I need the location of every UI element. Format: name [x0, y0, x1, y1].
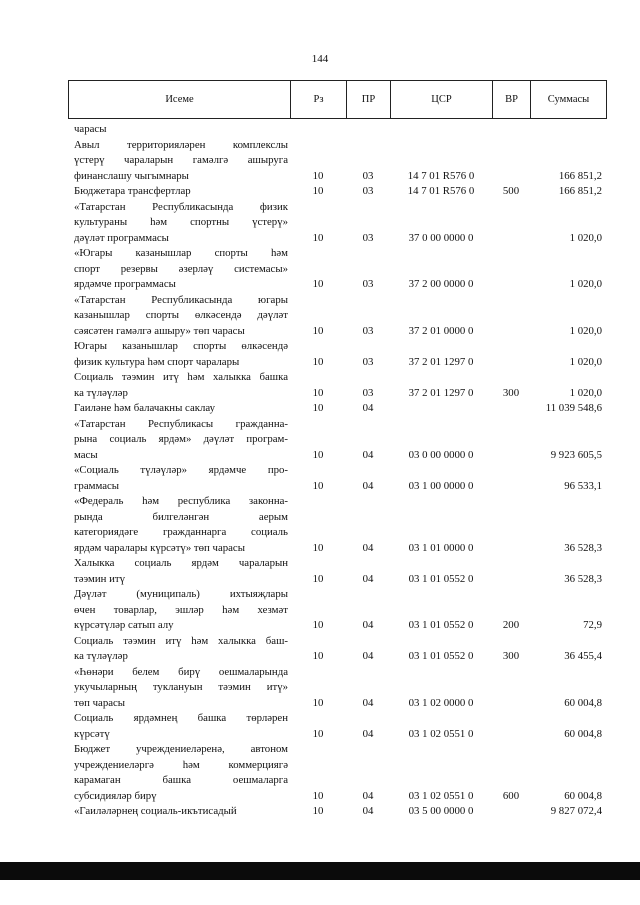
- row-name-line: рына социаль ярдәм» дәүләт програм-: [74, 433, 288, 445]
- row-vr: [492, 556, 530, 587]
- row-vr: 600: [502, 789, 520, 802]
- row-name: [68, 634, 290, 665]
- row-name-line: Бюджет учреждениеләренә, автоном: [74, 743, 288, 755]
- row-sum: 60 004,8: [564, 789, 602, 802]
- table-row: [68, 556, 606, 587]
- row-vr: [492, 804, 530, 820]
- row-name-line: тәэмин итү: [74, 572, 126, 585]
- row-name-line: «Татарстан Республикасында югары: [74, 293, 288, 306]
- row-sum: 36 455,4: [564, 650, 602, 662]
- row-name-line: Социаль тәэмин итү һәм халыкка баш-: [74, 634, 288, 647]
- row-pr: 04: [362, 696, 374, 709]
- row-name: [68, 556, 290, 587]
- row-name: [68, 184, 290, 200]
- row-name-line: «Гаиләләрнең социаль-икътисадый: [74, 805, 237, 817]
- table-header: [68, 80, 607, 119]
- row-name-line: Дәүләт (муниципаль) ихтыяҗлары: [74, 588, 288, 600]
- row-name-line: карамаган башка оешмаларга: [74, 774, 288, 786]
- row-csr: 03 1 02 0000 0: [408, 696, 474, 709]
- table-row: [68, 587, 606, 634]
- row-name: [68, 339, 290, 370]
- row-sum: 1 020,0: [569, 278, 602, 290]
- row-name-line: Югары казанышлар спорты өлкәсендә: [74, 340, 288, 352]
- row-csr: 37 0 00 0000 0: [408, 231, 474, 244]
- page-number: 144: [311, 53, 329, 65]
- row-name-line: сәясәтен гамәлгә ашыру» төп чарасы: [74, 324, 245, 337]
- row-name-line: күрсәтү: [74, 727, 110, 740]
- row-vr: [492, 138, 530, 185]
- row-vr: [492, 494, 530, 556]
- column-header-pr: ПР: [347, 81, 391, 119]
- table-row: [68, 401, 606, 417]
- row-pr: 03: [362, 231, 374, 244]
- row-csr: 03 1 00 0000 0: [408, 479, 474, 492]
- row-name-line: ярдәмче программасы: [74, 278, 176, 290]
- row-csr: 03 5 00 0000 0: [408, 805, 474, 817]
- row-vr: 200: [502, 619, 520, 631]
- row-pr: 03: [362, 386, 374, 399]
- row-vr: 500: [502, 185, 520, 197]
- row-name-line: спорт резервы әзерләү системасы»: [74, 262, 288, 275]
- row-name-line: Гаиләне һәм балачакны саклау: [74, 402, 216, 414]
- row-name-line: казанышлар спорты өлкәсендә дәүләт: [74, 309, 288, 321]
- row-sum: 96 533,1: [564, 479, 602, 492]
- row-rz: 10: [312, 479, 324, 492]
- row-name-line: ка түләүләр: [74, 650, 128, 662]
- row-pr: 03: [362, 324, 374, 337]
- table-row: [68, 711, 606, 742]
- row-sum: 166 851,2: [558, 185, 602, 197]
- row-name-line: үстерү чараларын гамәлгә ашыруга: [74, 154, 288, 166]
- row-name: [68, 138, 290, 185]
- row-rz: 10: [312, 324, 324, 337]
- table-row: [68, 742, 606, 804]
- row-name: [68, 587, 290, 634]
- column-header-rz: Рз: [291, 81, 347, 119]
- row-name-line: «Һөнәри белем бирү оешмаларында: [74, 665, 288, 678]
- row-csr: 03 1 01 0000 0: [408, 541, 474, 554]
- row-csr: 14 7 01 R576 0: [407, 185, 475, 197]
- row-name-line: «Татарстан Республикасы гражданна-: [74, 417, 288, 430]
- table-row: [68, 339, 606, 370]
- row-pr: 03: [362, 278, 374, 290]
- row-pr: 03: [362, 355, 374, 368]
- row-name-line: «Федераль һәм республика законна-: [74, 495, 288, 507]
- table-row: [68, 463, 606, 494]
- row-sum: 1 020,0: [569, 231, 602, 244]
- row-rz: 10: [312, 727, 324, 740]
- row-name: [68, 417, 290, 464]
- row-vr: [492, 122, 530, 138]
- row-sum: 60 004,8: [564, 727, 602, 740]
- row-rz: 10: [312, 185, 324, 197]
- row-csr: 37 2 01 1297 0: [408, 386, 474, 399]
- row-sum: 72,9: [583, 619, 602, 631]
- row-name-line: Бюджетара трансфертлар: [74, 185, 191, 197]
- row-rz: 10: [312, 448, 324, 461]
- row-sum: 36 528,3: [564, 572, 602, 585]
- row-name-line: ярдәм чаралары күрсәтү» төп чарасы: [74, 541, 245, 554]
- budget-table: [68, 122, 606, 820]
- table-row: [68, 293, 606, 340]
- row-csr: [390, 401, 492, 417]
- row-name-line: укучыларның туклануын тәэмин итү»: [74, 681, 288, 693]
- row-pr: 04: [362, 805, 374, 817]
- row-csr: 37 2 00 0000 0: [408, 278, 474, 290]
- row-pr: 04: [362, 402, 374, 414]
- row-name-line: Социаль ярдәмнең башка төрләрен: [74, 712, 288, 724]
- row-rz: 10: [312, 386, 324, 399]
- column-header-name: Исеме: [69, 81, 291, 119]
- row-name-line: рында билгеләнгән аерым: [74, 510, 288, 523]
- row-name-line: субсидияләр бирү: [74, 789, 157, 802]
- row-sum: 1 020,0: [569, 386, 602, 399]
- table-row: [68, 122, 606, 138]
- row-pr: [346, 122, 390, 138]
- row-sum: 60 004,8: [564, 696, 602, 709]
- row-vr: [492, 246, 530, 293]
- row-sum: 1 020,0: [569, 355, 602, 368]
- row-sum: 9 827 072,4: [550, 805, 602, 817]
- row-name-line: өчен товарлар, эшләр һәм хезмәт: [74, 603, 288, 616]
- table-row: [68, 370, 606, 401]
- row-vr: 300: [502, 386, 520, 399]
- row-name: [68, 122, 290, 138]
- row-name-line: төп чарасы: [74, 696, 126, 709]
- table-row: [68, 200, 606, 247]
- row-rz: 10: [312, 619, 324, 631]
- row-csr: 03 0 00 0000 0: [408, 448, 474, 461]
- row-rz: 10: [312, 355, 324, 368]
- row-rz: 10: [312, 650, 324, 662]
- table-row: [68, 417, 606, 464]
- row-rz: 10: [312, 231, 324, 244]
- row-pr: 04: [362, 572, 374, 585]
- table-row: [68, 634, 606, 665]
- row-pr: 04: [362, 541, 374, 554]
- row-name: [68, 494, 290, 556]
- row-name-line: ка түләүләр: [74, 386, 128, 399]
- row-name: [68, 804, 290, 820]
- column-header-csr: ЦСР: [391, 81, 493, 119]
- row-name-line: «Социаль түләүләр» ярдәмче про-: [74, 464, 288, 476]
- row-sum: 36 528,3: [564, 541, 602, 554]
- row-csr: 37 2 01 0000 0: [408, 324, 474, 337]
- row-name-line: күрсәтүләр сатып алу: [74, 619, 174, 631]
- row-name: [68, 463, 290, 494]
- row-csr: 14 7 01 R576 0: [407, 169, 475, 182]
- table-row: [68, 138, 606, 185]
- row-pr: 04: [362, 727, 374, 740]
- row-pr: 04: [362, 448, 374, 461]
- table-row: [68, 246, 606, 293]
- row-vr: [492, 200, 530, 247]
- column-header-vr: ВР: [493, 81, 531, 119]
- row-rz: 10: [312, 541, 324, 554]
- column-header-sum: Суммасы: [531, 81, 607, 119]
- row-name-line: физик культура һәм спорт чаралары: [74, 355, 240, 368]
- row-name: [68, 665, 290, 712]
- row-csr: 03 1 02 0551 0: [408, 789, 474, 802]
- row-rz: 10: [312, 278, 324, 290]
- row-name-line: чарасы: [74, 123, 107, 135]
- row-csr: 03 1 02 0551 0: [408, 727, 474, 740]
- row-vr: [492, 339, 530, 370]
- row-csr: 37 2 01 1297 0: [408, 355, 474, 368]
- table-row: [68, 804, 606, 820]
- row-sum: [530, 122, 606, 138]
- scan-edge-bar: [0, 862, 640, 880]
- table-row: [68, 665, 606, 712]
- row-sum: 9 923 605,5: [550, 448, 602, 461]
- row-csr: 03 1 01 0552 0: [408, 572, 474, 585]
- row-name-line: культураны һәм спортны үстерү»: [74, 216, 288, 228]
- row-vr: [492, 293, 530, 340]
- row-vr: [492, 417, 530, 464]
- row-pr: 04: [362, 479, 374, 492]
- row-name: [68, 711, 290, 742]
- row-name-line: дәүләт программасы: [74, 231, 169, 244]
- table-body: [68, 122, 606, 820]
- row-name: [68, 401, 290, 417]
- row-name-line: финанслашу чыгымнары: [74, 169, 189, 182]
- row-name-line: «Югары казанышлар спорты һәм: [74, 247, 288, 259]
- row-vr: [492, 401, 530, 417]
- row-csr: 03 1 01 0552 0: [408, 619, 474, 631]
- row-name-line: Социаль тәэмин итү һәм халыкка башка: [74, 371, 288, 383]
- row-sum: 1 020,0: [569, 324, 602, 337]
- row-name: [68, 293, 290, 340]
- table-row: [68, 494, 606, 556]
- row-sum: 166 851,2: [558, 169, 602, 182]
- row-name-line: «Татарстан Республикасында физик: [74, 200, 288, 213]
- row-vr: [492, 665, 530, 712]
- row-vr: [492, 711, 530, 742]
- row-rz: 10: [312, 402, 324, 414]
- row-pr: 04: [362, 650, 374, 662]
- row-rz: 10: [312, 572, 324, 585]
- row-name-line: Авыл территорияләрен комплекслы: [74, 138, 288, 151]
- row-rz: 10: [312, 169, 324, 182]
- row-name-line: граммасы: [74, 479, 120, 492]
- row-name-line: масы: [74, 448, 98, 461]
- row-name: [68, 370, 290, 401]
- row-name: [68, 200, 290, 247]
- row-pr: 04: [362, 619, 374, 631]
- row-rz: 10: [312, 696, 324, 709]
- row-name-line: учреждениеләргә һәм коммерциягә: [74, 758, 288, 771]
- row-rz: 10: [312, 789, 324, 802]
- row-csr: [390, 122, 492, 138]
- row-vr: 300: [502, 650, 520, 662]
- row-pr: 03: [362, 169, 374, 182]
- row-name-line: Халыкка социаль ярдәм чараларын: [74, 557, 288, 569]
- row-csr: 03 1 01 0552 0: [408, 650, 474, 662]
- row-sum: 11 039 548,6: [545, 402, 602, 414]
- row-pr: 03: [362, 185, 374, 197]
- row-name-line: категориядәге гражданнарга социаль: [74, 526, 288, 538]
- row-name: [68, 742, 290, 804]
- table-row: [68, 184, 606, 200]
- row-rz: 10: [312, 805, 324, 817]
- row-rz: [290, 122, 346, 138]
- row-vr: [492, 463, 530, 494]
- row-name: [68, 246, 290, 293]
- row-pr: 04: [362, 789, 374, 802]
